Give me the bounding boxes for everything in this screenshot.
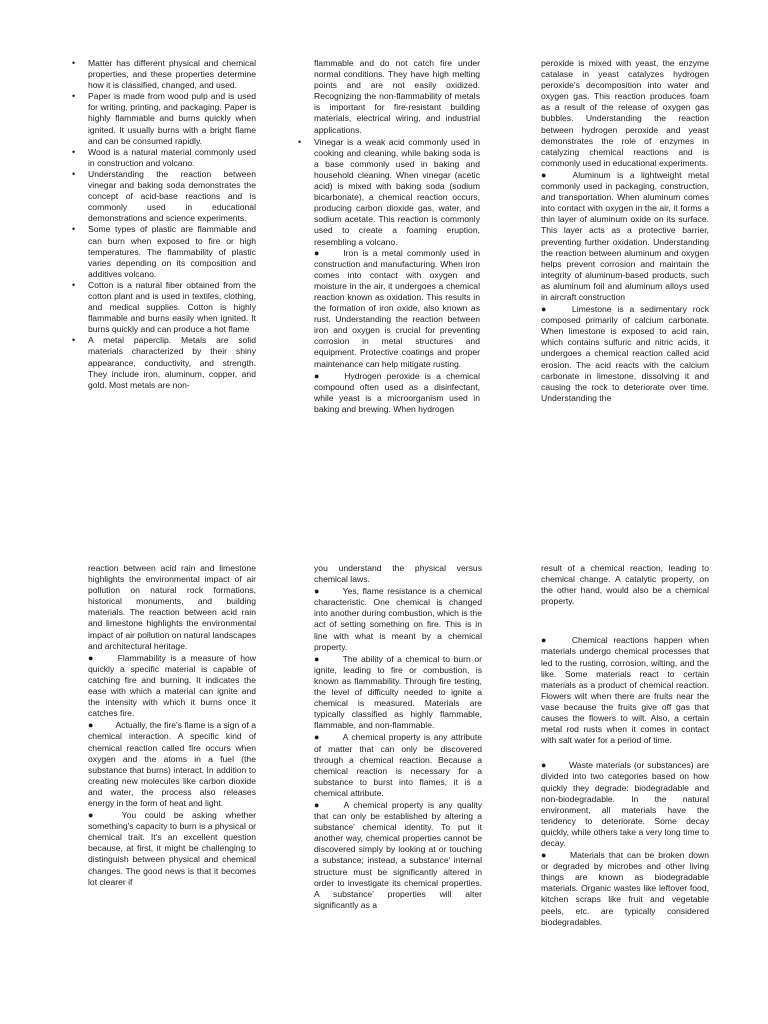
bullet-dot: ● (314, 799, 322, 810)
bullet-paragraph: ● Yes, flame resistance is a chemical characteristic. One chemical is changed into another during combustion, which is the act of setting something on fire. This is in line with what is meant by a chemical property. (314, 586, 483, 652)
bullet-dot: ● (541, 304, 550, 315)
continued-paragraph: reaction between acid rain and limestone highlights the environmental impact of air pollution on natural rock formations, historical monuments, and building materials. The reaction between acid rain and limestone highlights the environmental impact of air pollution on natural landscapes and architectural heritage. (88, 563, 256, 651)
bullet-paragraph: ● Materials that can be broken down or degraded by microbes and other living things are known as biodegradable materials. Organic wastes like leftover food, kitchen scraps like fruit and vegetable peels, etc. are typically considered biodegradables. (541, 850, 709, 927)
column-bottom-left (88, 563, 256, 889)
bullet-paragraph: ● Limestone is a sedimentary rock composed primarily of calcium carbonate. When limestone is exposed to acid rain, which contains sulfuric and nitric acids, it undergoes a chemical reaction called acid erosion. The acid reacts with the calcium carbonate in limestone, dissolving it and causing the rock to deteriorate over time. Understanding the (541, 304, 709, 403)
bullet-paragraph: ● Iron is a metal commonly used in construction and manufacturing. When iron comes into contact with oxygen and moisture in the air, it undergoes a chemical reaction known as oxidation. This results in the formation of iron oxide, also known as rust. Understanding the reaction between iron and oxygen is crucial for preventing corrosion in metal structures and equipment. Protective coatings and proper maintenance can help mitigate rusting. (314, 247, 481, 369)
list-item: • Some types of plastic are flammable and can burn when exposed to fire or high temperatures. The flammability of plastic varies depending on its composition and additives volcano. (72, 224, 256, 279)
bullet-list (298, 137, 480, 248)
bullet-dot: ● (314, 653, 321, 664)
bullet-dot: ● (541, 635, 550, 646)
bullet-paragraph: ● You could be asking whether something's capacity to burn is a physical or chemical trait. It's an excellent question because, at first, it might be challenging to distinguish between physical and chemical changes. The good news is that it becomes lot clearer if (88, 810, 256, 887)
bullet-paragraph: ● Hydrogen peroxide is a chemical compound often used as a disinfectant, while yeast is a microorganism used in baking and brewing. When hydrogen (314, 370, 480, 414)
list-item: • Cotton is a natural fiber obtained from the cotton plant and is used in textiles, clothing, and medical supplies. Cotton is highly flammable and burns easily when ignited. It burns quickly and can produce a hot flame (72, 280, 256, 335)
bullet-list (72, 58, 256, 391)
bullet-paragraph: ● The ability of a chemical to burn or ignite, leading to fire or combustion, is known as flammability. Through fire testing, the level of difficulty needed to ignite a chemical is measured. Materials are typically classified as highly flammable, flammable, and non-flammable. (314, 653, 483, 731)
list-item: • Matter has different physical and chemical properties, and these properties determine how it is classified, changed, and used. (72, 58, 256, 91)
column-top-right (541, 58, 709, 405)
bullet-dot: ● (314, 247, 322, 258)
continued-paragraph: result of a chemical reaction, leading to chemical change. A catalytic property, on the other hand, would also be a chemical property. (541, 563, 709, 607)
bullet-paragraph: ● A chemical property is any attribute of matter that can only be discovered through a chemical reaction. Because a chemical reaction is necessary for a substance to burst into flames, it is a chemical attribute. (314, 732, 482, 798)
bullet-dot: ● (88, 652, 96, 663)
list-item: • A metal paperclip. Metals are solid materials characterized by their shiny appearance, conductivity, and strength. They include iron, aluminum, copper, and gold. Most metals are non- (72, 335, 256, 390)
bullet-paragraph: ● Aluminum is a lightweight metal commonly used in packaging, construction, and transportation. When aluminum comes into contact with oxygen in the air, it forms a thin layer of aluminum oxide on its surface. This layer acts as a protective barrier, preventing further oxidation. Understanding the reaction between aluminum and oxygen helps prevent corrosion and maintain the integrity of aluminum-based products, such as aluminum foil and aluminum alloys used in aircraft construction (541, 169, 709, 302)
column-top-left (72, 58, 256, 391)
continued-paragraph: you understand the physical versus chemical laws. (314, 563, 482, 585)
bullet-dot: ● (88, 810, 100, 821)
bullet-dot: ● (541, 169, 551, 180)
continued-paragraph: peroxide is mixed with yeast, the enzyme catalase in yeast catalyzes hydrogen peroxide's decomposition into water and oxygen gas. This reaction produces foam as a result of the release of oxygen gas bubbles. Understanding the reaction between hydrogen peroxide and yeast demonstrates the role of enzymes in catalyzing chemical reactions and is commonly used in educational experiments. (541, 58, 709, 168)
continued-paragraph: flammable and do not catch fire under normal conditions. They have high melting points and are not easily oxidized. Recognizing the non-flammability of metals is important for fire-resistant building materials, electrical wiring, and industrial applications. (314, 58, 480, 135)
bullet-paragraph: ● Waste materials (or substances) are divided into two categories based on how quickly they degrade: biodegradable and non-biodegradable. In the natural environment, all materials have the tendency to deteriorate. Some decay quickly, while others take a very long time to decay. (541, 760, 709, 848)
bullet-paragraph: ● Actually, the fire's flame is a sign of a chemical interaction. A specific kind of chemical reaction called fire occurs when oxygen and the atoms in a fuel (the substance that burns) interact. In addition to creating new molecules like carbon dioxide and water, the process also releases energy in the form of heat and light. (88, 720, 256, 808)
list-item: • Wood is a natural material commonly used in construction and volcano. (72, 147, 256, 169)
bullet-dot: ● (541, 850, 548, 861)
list-item: • Paper is made from wood pulp and is used for writing, printing, and packaging. Paper is highly flammable and burns quickly when ignited. It usually burns with a bright flame and can be consumed rapidly. (72, 91, 256, 146)
list-item: • Vinegar is a weak acid commonly used in cooking and cleaning, while baking soda is a base commonly used in baking and household cleaning. When vinegar (acetic acid) is mixed with baking soda (sodium bicarbonate), a chemical reaction occurs, producing carbon dioxide gas, water, and sodium acetate. This reaction is commonly used to create a foaming eruption, resembling a volcano. (298, 137, 480, 248)
bullet-dot: ● (314, 586, 321, 597)
bullet-paragraph: ● Chemical reactions happen when materials undergo chemical processes that led to the rusting, corrosion, wilting, and the like. Some materials react to certain materials as a product of chemical reaction. Flowers wilt when there are fruits near the vase because the fruits give off gas that causes the flowers to wilt. Also, a certain metal rod rusts when it comes in contact with salt water for a period of time. (541, 635, 709, 746)
column-top-middle (298, 58, 480, 416)
bullet-paragraph: ● A chemical property is any quality that can only be established by altering a substance' chemical identity. To put it another way, chemical properties cannot be discovered simply by looking at or touching a substance; instead, a substance' internal structure must be significantly altered in order to investigate its chemical properties. A substance' properties will alter significantly as a (314, 799, 482, 910)
list-item: • Understanding the reaction between vinegar and baking soda demonstrates the concept of acid-base reactions and is commonly used in educational demonstrations and science experiments. (72, 169, 256, 224)
bullet-dot: ● (88, 720, 94, 731)
column-bottom-right (541, 563, 709, 929)
bullet-dot: ● (314, 370, 323, 381)
bullet-dot: ● (541, 760, 548, 771)
bullet-dot: ● (314, 732, 321, 743)
column-bottom-middle (314, 563, 482, 912)
bullet-paragraph: ● Flammability is a measure of how quickly a specific material is capable of catching fire and burning. It indicates the ease with which a material can ignite and the intensity with which it burns once it catches fire. (88, 652, 256, 719)
